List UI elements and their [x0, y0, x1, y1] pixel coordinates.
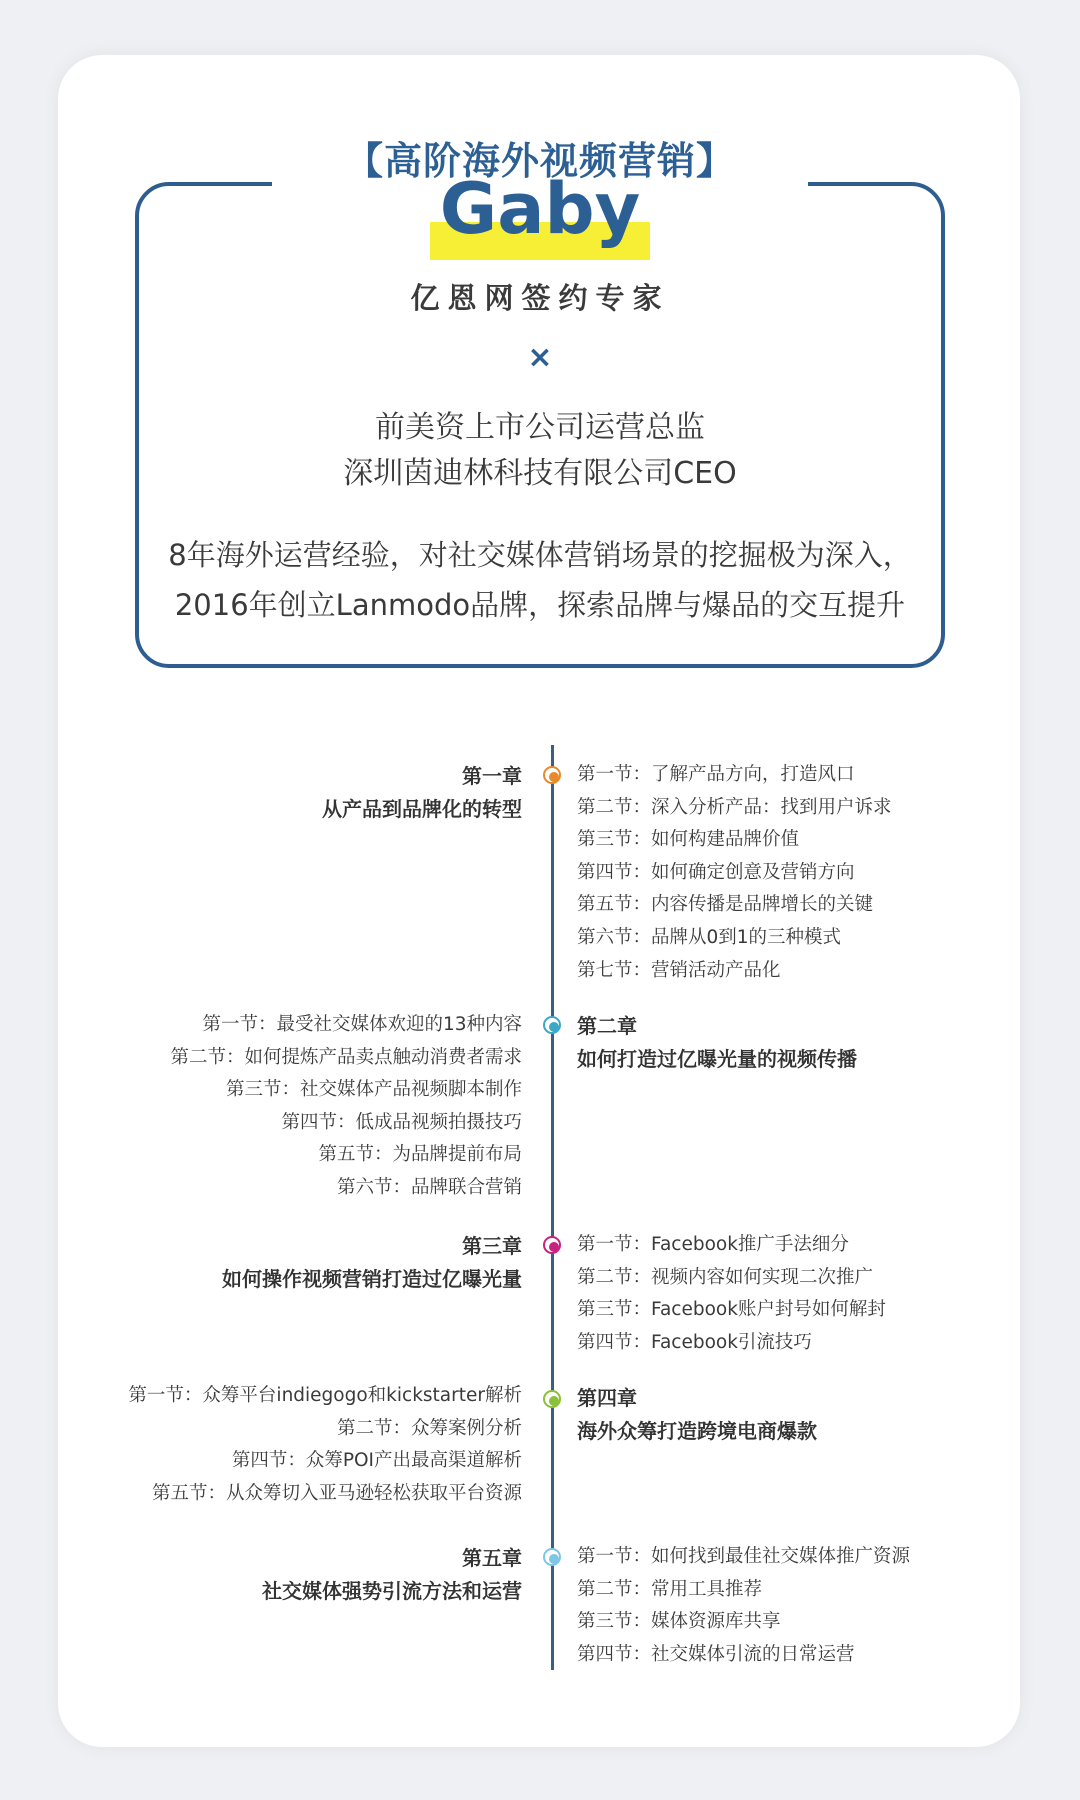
- chapter-5-title: 社交媒体强势引流方法和运营: [262, 1579, 522, 1603]
- list-item: 第二节：深入分析产品：找到用户诉求: [577, 796, 892, 818]
- timeline-line: [551, 745, 554, 1670]
- chapter-4-marker: [543, 1390, 561, 1408]
- chapter-2-header: [577, 1010, 857, 1076]
- chapter-2-sections: [170, 1009, 522, 1205]
- chapter-3-label: 第三章: [462, 1234, 522, 1258]
- chapter-5-header: [262, 1542, 522, 1608]
- list-item: 第二节：视频内容如何实现二次推广: [577, 1266, 874, 1288]
- chapter-2-label: 第二章: [577, 1014, 637, 1038]
- list-item: 第一节：最受社交媒体欢迎的13种内容: [202, 1014, 522, 1035]
- chapter-2-marker: [543, 1016, 561, 1034]
- chapter-1-title: 从产品到品牌化的转型: [322, 797, 522, 821]
- list-item: 第三节：媒体资源库共享: [577, 1611, 781, 1633]
- list-item: 第二节：常用工具推荐: [577, 1578, 763, 1600]
- chapter-2-title: 如何打造过亿曝光量的视频传播: [577, 1047, 857, 1071]
- list-item: 第四节：低成品视频拍摄技巧: [281, 1111, 522, 1133]
- chapter-4-label: 第四章: [577, 1386, 637, 1410]
- list-item: 第一节：众筹平台indiegogo和kickstarter解析: [128, 1385, 522, 1406]
- list-item: 第一节：Facebook推广手法细分: [577, 1234, 849, 1255]
- list-item: 第六节：品牌联合营销: [336, 1176, 522, 1198]
- list-item: 第三节：Facebook账户封号如何解封: [577, 1299, 886, 1321]
- chapter-5-marker: [543, 1548, 561, 1566]
- chapter-5-label: 第五章: [462, 1546, 522, 1570]
- list-item: 第四节：社交媒体引流的日常运营: [577, 1643, 855, 1665]
- chapter-1-label: 第一章: [462, 764, 522, 788]
- list-item: 第五节：从众筹切入亚马逊轻松获取平台资源: [151, 1482, 522, 1504]
- chapter-4-header: [577, 1382, 817, 1448]
- list-item: 第二节：如何提炼产品卖点触动消费者需求: [170, 1046, 522, 1068]
- chapter-3-marker: [543, 1236, 561, 1254]
- list-item: 第三节：如何构建品牌价值: [577, 829, 800, 851]
- chapter-3-sections: [577, 1229, 886, 1359]
- list-item: 第七节：营销活动产品化: [577, 959, 781, 981]
- speaker-role-2: 深圳茵迪林科技有限公司CEO: [343, 456, 737, 491]
- list-item: 第二节：众筹案例分析: [336, 1417, 522, 1439]
- list-item: 第五节：内容传播是品牌增长的关键: [577, 894, 874, 916]
- speaker-role-1: 前美资上市公司运营总监: [375, 410, 705, 445]
- chapter-1-header: [322, 760, 522, 826]
- speaker-subtitle: 亿恩网签约专家: [410, 281, 670, 315]
- speaker-name: Gaby: [439, 168, 641, 250]
- speaker-description-1: 8年海外运营经验，对社交媒体营销场景的挖掘极为深入，: [168, 538, 912, 572]
- chapter-1-marker: [543, 766, 561, 784]
- course-title: 【高阶海外视频营销】: [344, 139, 735, 183]
- chapter-3-title: 如何操作视频营销打造过亿曝光量: [222, 1267, 522, 1291]
- chapter-5-sections: [577, 1541, 910, 1671]
- list-item: 第四节：众筹POI产出最高渠道解析: [231, 1450, 522, 1472]
- list-item: 第四节：如何确定创意及营销方向: [577, 861, 855, 883]
- list-item: 第一节：了解产品方向，打造风口: [577, 764, 855, 785]
- chapter-4-title: 海外众筹打造跨境电商爆款: [577, 1419, 817, 1443]
- chapter-4-sections: [128, 1380, 522, 1510]
- list-item: 第三节：社交媒体产品视频脚本制作: [225, 1079, 522, 1101]
- chapter-3-header: [222, 1230, 522, 1296]
- chapter-1-sections: [577, 759, 892, 987]
- times-icon: ×: [527, 340, 553, 375]
- list-item: 第六节：品牌从0到1的三种模式: [577, 926, 842, 948]
- speaker-description-2: 2016年创立Lanmodo品牌，探索品牌与爆品的交互提升: [174, 588, 906, 622]
- list-item: 第五节：为品牌提前布局: [318, 1144, 522, 1166]
- list-item: 第一节：如何找到最佳社交媒体推广资源: [577, 1546, 911, 1567]
- list-item: 第四节：Facebook引流技巧: [577, 1331, 812, 1353]
